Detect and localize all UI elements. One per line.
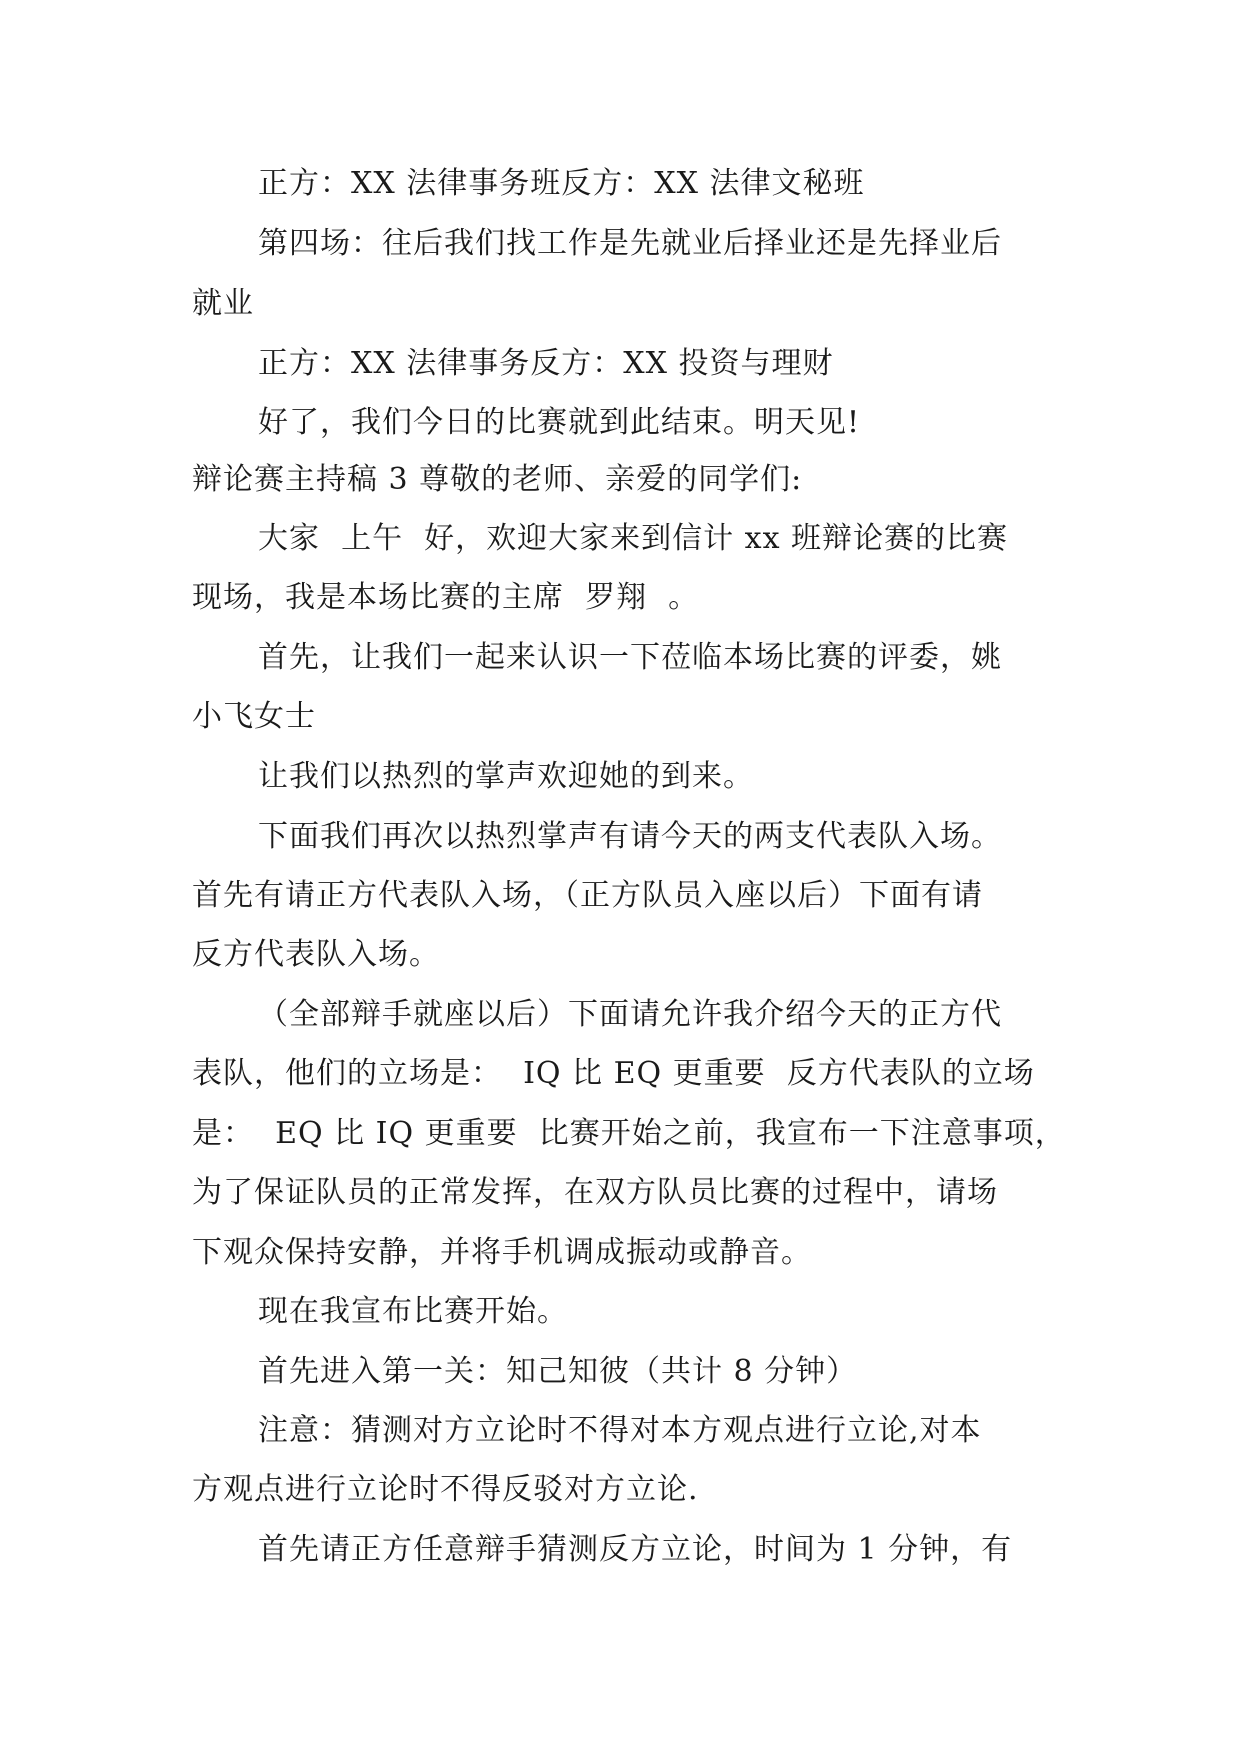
text-line: 下面我们再次以热烈掌声有请今天的两支代表队入场。: [258, 819, 1002, 854]
text-line: 首先请正方任意辩手猜测反方立论，时间为 1 分钟，有: [258, 1532, 1013, 1567]
text-line: 正方：XX 法律事务班反方：XX 法律文秘班: [258, 166, 865, 201]
text-line: （全部辩手就座以后）下面请允许我介绍今天的正方代: [258, 997, 1002, 1032]
text-line: 首先进入第一关：知己知彼（共计 8 分钟）: [258, 1354, 858, 1389]
text-line: 大家 上午 好，欢迎大家来到信计 xx 班辩论赛的比赛: [258, 521, 1009, 556]
text-line: 方观点进行立论时不得反驳对方立论.: [192, 1472, 699, 1507]
text-line: 正方：XX 法律事务反方：XX 投资与理财: [258, 346, 834, 381]
text-line: 首先，让我们一起来认识一下莅临本场比赛的评委，姚: [258, 640, 1002, 675]
text-line: 好了，我们今日的比赛就到此结束。明天见!: [258, 405, 861, 440]
text-line: 就业: [192, 286, 254, 321]
text-line: 第四场：往后我们找工作是先就业后择业还是先择业后: [258, 226, 1002, 261]
text-line: 首先有请正方代表队入场，（正方队员入座以后）下面有请: [192, 878, 983, 913]
text-line: 下观众保持安静，并将手机调成振动或静音。: [192, 1235, 812, 1270]
text-line: 辩论赛主持稿 3 尊敬的老师、亲爱的同学们:: [192, 462, 803, 497]
text-line: 表队，他们的立场是： IQ 比 EQ 更重要 反方代表队的立场: [192, 1056, 1035, 1091]
text-line: 现在我宣布比赛开始。: [258, 1294, 568, 1329]
text-line: 注意：猜测对方立论时不得对本方观点进行立论,对本: [258, 1413, 982, 1448]
text-line: 为了保证队员的正常发挥，在双方队员比赛的过程中，请场: [192, 1175, 998, 1210]
text-line: 小飞女士: [192, 699, 316, 734]
text-line: 现场，我是本场比赛的主席 罗翔 。: [192, 580, 700, 615]
text-line: 是： EQ 比 IQ 更重要 比赛开始之前，我宣布一下注意事项，: [192, 1116, 1066, 1151]
text-line: 反方代表队入场。: [192, 937, 440, 972]
text-line: 让我们以热烈的掌声欢迎她的到来。: [258, 759, 754, 794]
